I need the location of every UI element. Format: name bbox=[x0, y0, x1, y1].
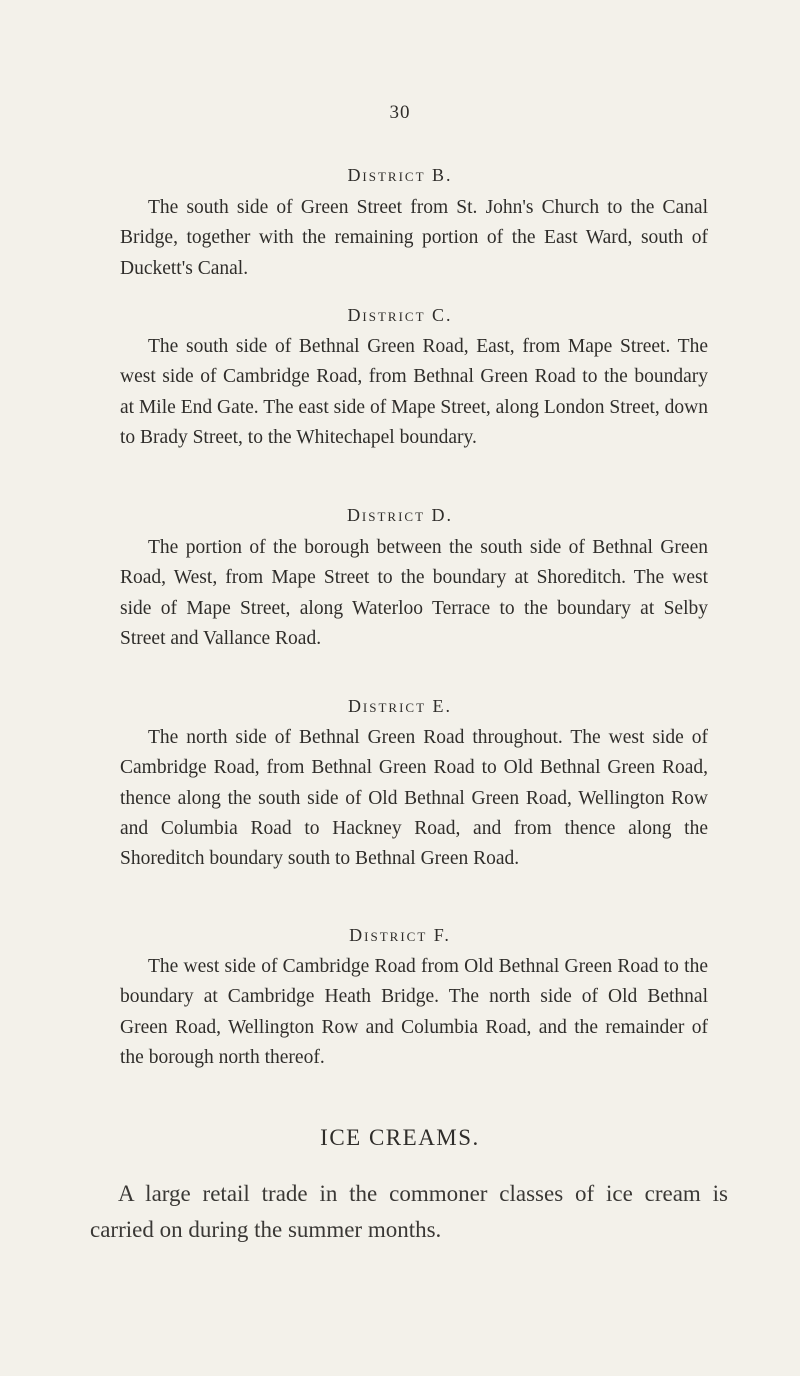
district-b-text: The south side of Green Street from St. John's Church to the Canal Bridge, together with the remaining portion of the East Ward, south of Duckett's Canal. bbox=[120, 197, 708, 279]
ice-creams-title: ICE CREAMS. bbox=[320, 1125, 480, 1150]
district-d-heading: District D. bbox=[346, 505, 454, 525]
district-d-text: The portion of the borough between the south side of Bethnal Green Road, West, from Mape Street to the boundary at Shoreditch. The west side of Mape Street, along Waterloo Terrace to the boundary at Selby Street and Vallance Road. bbox=[120, 537, 708, 649]
district-c-text: The south side of Bethnal Green Road, East, from Mape Street. The west side of Cambridge Road, from Bethnal Green Road to the boundary at Mile End Gate. The east side of Mape Street, along London Street, down to Brady Street, to the Whitechapel boundary. bbox=[120, 336, 708, 448]
district-c-heading: District C. bbox=[347, 305, 453, 325]
district-e-text: The north side of Bethnal Green Road throughout. The west side of Cambridge Road, from Bethnal Green Road to Old Bethnal Green Road, thence along the south side of Old Bethnal Green Road, Wellington Row and Columbia Road to Hackney Road, and from thence along the Shoreditch boundary south to Bethnal Green Road. bbox=[120, 727, 708, 870]
district-b-heading: District B. bbox=[347, 165, 453, 185]
district-f-text: The west side of Cambridge Road from Old Bethnal Green Road to the boundary at Cambridge Heath Bridge. The north side of Old Bethnal Green Road, Wellington Row and Columbia Road, and the remainder of the borough north thereof. bbox=[120, 956, 708, 1068]
ice-creams-text: A large retail trade in the commoner classes of ice cream is carried on during the summer months. bbox=[90, 1181, 728, 1242]
page-number: 30 bbox=[389, 102, 411, 123]
district-f-heading: District F. bbox=[349, 925, 451, 945]
district-e-heading: District E. bbox=[347, 696, 453, 716]
